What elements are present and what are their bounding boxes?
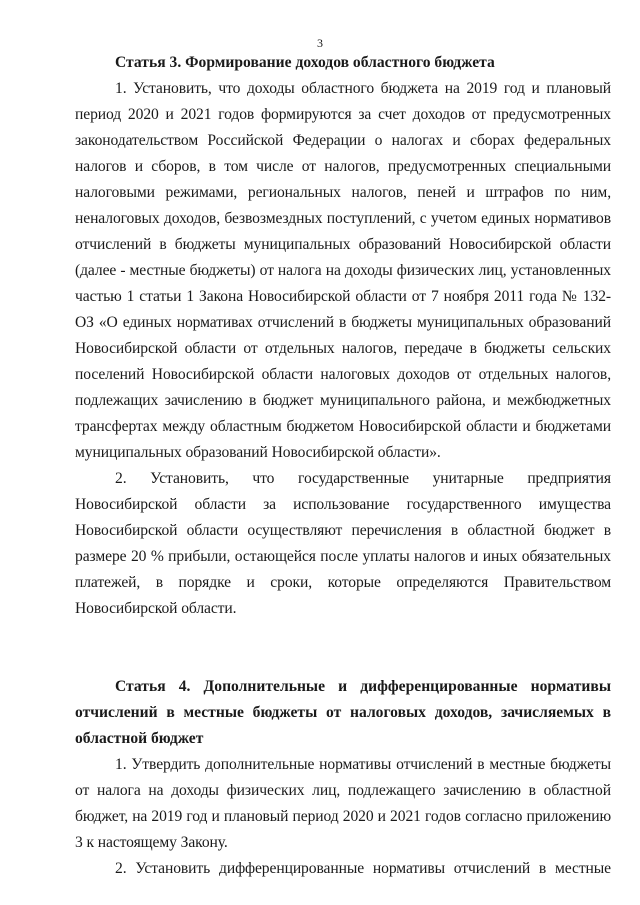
section-spacer	[75, 622, 611, 674]
document-body	[75, 50, 611, 882]
article-4-paragraph-1: 1. Утвердить дополнительные нормативы отчислений в местные бюджеты от налога на доходы физических лиц, подлежащего зачислению в областной бюджет, на 2019 год и плановый период 2020 и 2021 годов согласно приложению 3 к настоящему Закону.	[75, 756, 611, 851]
article-4-heading: Статья 4. Дополнительные и дифференцированные нормативы отчислений в местные бюджеты от налоговых доходов, зачисляемых в областной бюджет	[75, 678, 611, 747]
article-3-paragraph-1: 1. Установить, что доходы областного бюджета на 2019 год и плановый период 2020 и 2021 годов формируются за счет доходов от предусмотренных законодательством Российской Федерации о налогах и сборах федеральных налогов и сборов, в том числе от налогов, предусмотренных специальными налоговыми режимами, региональных налогов, пеней и штрафов по ним, неналоговых доходов, безвозмездных поступлений, с учетом единых нормативов отчислений в бюджеты муниципальных образований Новосибирской области (далее - местные бюджеты) от налога на доходы физических лиц, установленных частью 1 статьи 1 Закона Новосибирской области от 7 ноября 2011 года № 132-ОЗ «О единых нормативах отчислений в бюджеты муниципальных образований Новосибирской области от отдельных налогов, передаче в бюджеты сельских поселений Новосибирской области налоговых доходов от отдельных налогов, подлежащих зачислению в бюджет муниципального района, и межбюджетных трансфертах между областным бюджетом Новосибирской области и бюджетами муниципальных образований Новосибирской области».	[75, 80, 611, 461]
article-3-heading: Статья 3. Формирование доходов областного бюджета	[115, 54, 495, 71]
page-number: 3	[317, 36, 323, 50]
article-4-paragraph-2: 2. Установить дифференцированные нормативы отчислений в местные	[115, 860, 611, 877]
article-3-paragraph-2: 2. Установить, что государственные унитарные предприятия Новосибирской области за использование государственного имущества Новосибирской области осуществляют перечисления в областной бюджет в размере 20 % прибыли, остающейся после уплаты налогов и иных обязательных платежей, в порядке и сроки, которые определяются Правительством Новосибирской области.	[75, 470, 611, 617]
